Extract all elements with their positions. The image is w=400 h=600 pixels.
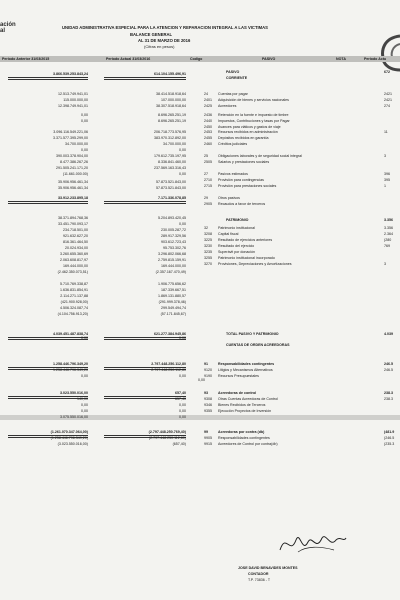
account-label: Recursos recibidos en administración [218,130,278,134]
account-label: Adquisición de bienes y servicios nacionales [218,98,289,102]
account-label: CORRIENTE [226,76,248,80]
prev-period-value: 3.260.655.360,69 [60,252,88,256]
account-label: Pasivos estimados [218,172,248,176]
current-period-value: 2.797.448.250.112,80 [151,368,186,372]
account-label: Provisión para prestaciones sociales [218,184,277,188]
current-period-value-right: (280 [384,238,392,242]
signer-license: T.P. 73836 - T [248,578,271,582]
signer-role: CONTADOR [248,572,269,576]
current-period-value: 57.873.521.843,00 [156,186,186,190]
current-period-value: 57.873.521.843,00 [156,180,186,184]
current-period-value: 107.000.000,00 [161,98,186,102]
current-period-value: 34.700.000,00 [163,142,186,146]
account-label: Acreedoras por contra (db) [218,430,265,434]
current-period-value: 7.171.336.078,85 [158,196,186,200]
current-period-value-right: 3 [384,154,386,158]
prev-period-value: (11.661.000.00) [62,172,88,176]
current-period-value: 3.296.802.066,68 [158,252,186,256]
account-label: Provisión para contingencias [218,178,264,182]
current-period-value: 621.277.384.945,86 [154,332,186,336]
account-label: PASIVO [226,70,240,74]
current-period-value: 179.612.735.197,95 [154,154,186,158]
current-period-value: (2.357.167.470,49) [155,270,186,274]
current-period-value-right: 672 [384,70,390,74]
account-code: 9905 [204,436,212,440]
current-period-value: 95.753.302,76 [163,246,186,250]
account-code: 32 [204,226,208,230]
prev-period-value: 8.477.386.267,26 [60,160,88,164]
current-period-value-right: 396 [384,172,390,176]
mid-zero-value: 0,00 [198,378,205,382]
current-period-value-right: 2421 [384,92,392,96]
current-period-value-right: 4.039 [384,332,393,336]
current-period-value: 230.005.287,72 [161,228,186,232]
account-label: Salarios y prestaciones sociales [218,160,270,164]
current-period-value-right: 3.356 [384,226,393,230]
account-label: Avances para viáticos y gastos de viaje [218,125,281,129]
current-period-value-right: 395 [384,178,390,182]
account-code: 2460 [204,142,212,146]
account-label: Patrimonio institucional [218,226,255,230]
current-period-value-right: 3.356 [384,218,393,222]
account-label: Patrimonio institucional incorporado [218,256,275,260]
prev-period-value: 35.906.956.461,34 [58,186,88,190]
prev-period-value: (4.104.756.913,20) [57,312,88,316]
current-period-value: 0,00 [179,415,186,419]
prev-period-value: 0,00 [81,374,88,378]
current-period-value: 237.569.163.316,43 [154,166,186,170]
account-code: 3235 [204,250,212,254]
prev-period-value: 0,00 [81,119,88,123]
current-period-value-right: 246.5 [384,362,393,366]
current-period-value: 38.307.518.918,64 [156,104,186,108]
account-code: 24 [204,92,208,96]
current-period-value-right: (481.9 [384,430,395,434]
entity-logo [0,22,22,34]
current-period-value: 383.970.312.892,00 [154,136,186,140]
account-code: 2715 [204,184,212,188]
account-code: 2905 [204,202,212,206]
current-period-value-right: 11 [384,130,388,134]
prev-period-value: 33.912.233.895,18 [58,196,88,200]
prev-period-value: 3.371.577.395.299,00 [53,136,88,140]
account-label: Acreedores [218,104,237,108]
current-period-value-right: 769 [384,244,390,248]
current-period-value: 38.414.518.918,64 [156,92,186,96]
account-label: Litigios y Mecanismos Alternativos [218,368,273,372]
current-period-value: 8.336.841.460,00 [158,160,186,164]
account-code: 3230 [204,244,212,248]
prev-period-value: 0,00 [81,409,88,413]
account-label: Impuestos, Contribuciones y tasas por Pagar [218,119,290,123]
current-period-value: 5.204.893.420,45 [158,216,186,220]
prev-period-value: 0,00 [81,336,88,340]
prev-period-value: 1.258.446.796.349,20 [53,362,88,366]
current-period-value: 2.797.448.250.112,80 [151,362,186,366]
current-period-value: (57.171.845,67) [160,312,186,316]
current-period-value-right: 1 [384,184,386,188]
current-period-value: 657,40 [175,397,186,401]
account-label: Obligaciones laborales y de seguridad social integral [218,154,302,158]
account-label: PATRIMONIO [226,218,249,222]
total-underline [8,77,88,81]
account-code: 2425 [204,104,212,108]
account-label: Recursos Presupuestales [218,374,259,378]
current-period-value: 1.906.775.656,62 [158,282,186,286]
prev-period-value: 3.096.116.549.221,06 [53,130,88,134]
current-period-value: 169.444.000,00 [161,264,186,268]
account-label: Acreedores de Control por contra(db) [218,442,278,446]
current-period-value-right: (235.3 [384,442,395,446]
prev-period-value: 34.700.000,00 [65,142,88,146]
current-period-value: (2.797.448.250.112,80) [148,436,186,440]
current-period-value: 0,00 [179,336,186,340]
col-left-prev: Periodo Anterior 31/03/2015 [2,57,50,61]
prev-period-value: 140,00 [77,397,88,401]
account-code: 2440 [204,119,212,123]
prev-period-value: 0,00 [81,113,88,117]
account-code: 9346 [204,403,212,407]
prev-period-value: 3.866.539.253.843,24 [53,72,88,76]
account-code: 2450 [204,125,212,129]
entity-name: UNIDAD ADMINISTRATIVA ESPECIAL PARA LA ATENCION Y REPARACION INTEGRAL A LAS VICTIMAS [62,25,268,30]
total-underline [104,77,186,81]
prev-period-value: (2.462.350.073,51) [57,270,88,274]
account-label: Créditos judiciales [218,142,248,146]
account-label: Responsabilidades contingentes [218,362,275,366]
account-label: Resultado del ejercicio [218,244,255,248]
prev-period-value: 234.718.501,00 [63,228,88,232]
account-label: Resultado de ejercicios anteriores [218,238,273,242]
prev-period-value: 0,00 [81,148,88,152]
prev-period-value: 35.906.956.461,34 [58,180,88,184]
prev-period-value: 816.361.464,50 [63,240,88,244]
current-period-value: 657,40 [175,391,186,395]
prev-period-value: 4.506.324.087,74 [60,306,88,310]
account-label: Retención en la fuente e impuesto de timbre [218,113,289,117]
col-codigo: Codigo [190,57,203,61]
col-right-cur: Periodo Actu [364,57,387,61]
account-code: 2436 [204,113,212,117]
current-period-value-right: 246.5 [384,368,393,372]
account-code: 9355 [204,409,212,413]
prev-period-value: 3.023.550.016,00 [60,391,88,395]
prev-period-value: 1.636.831.854,91 [60,288,88,292]
account-label: Ejecución Proyectos de Inversión [218,409,272,413]
current-period-value: 0,00 [179,403,186,407]
prev-period-value: 1.258.446.796.349,20 [53,368,88,372]
current-period-value: 8.696.265.251,19 [158,119,186,123]
current-period-value: 614.104.155.496,91 [154,72,186,76]
account-code: 3255 [204,256,212,260]
current-period-value: 2.759.815.159,91 [158,258,186,262]
account-label: Depósitos recibidos en garantía [218,136,269,140]
account-code: 3208 [204,232,212,236]
account-label: Provisiones, Depreciaciones y Amortizaciones [218,262,292,266]
current-period-value: (657,40) [172,442,186,446]
account-label: Otras Cuentas Acreedoras de Control [218,397,278,401]
account-code: 2455 [204,136,212,140]
account-code: 2453 [204,130,212,134]
prev-period-value: 12.513.749.941,01 [58,92,88,96]
account-code: 3270 [204,262,212,266]
prev-period-value: (421.900.928,00) [60,300,88,304]
current-period-value: 0,00 [179,409,186,413]
col-pasivo: PASIVO [262,57,276,61]
prev-period-value: 921.632.627,20 [63,234,88,238]
current-period-value: (291.999.378,46) [158,300,186,304]
current-period-value: 206.718.773.576,95 [154,130,186,134]
seal-icon [378,32,400,72]
current-period-value: 8.696.265.251,19 [158,113,186,117]
account-code: 2401 [204,98,212,102]
col-nota: NOTA [336,57,346,61]
account-code: 25 [204,154,208,158]
report-units: (Cifras en pesos) [144,44,175,49]
account-code: 2710 [204,178,212,182]
account-label: Responsabilidades contingentes [218,436,270,440]
account-code: 3225 [204,238,212,242]
prev-period-value: 2.114.271.137,88 [60,294,88,298]
report-date: AL 31 DE MARZO DE 2016 [138,38,191,43]
current-period-value: 299.549.494,74 [161,306,186,310]
account-code: 27 [204,172,208,176]
prev-period-value: (3.023.550.016,00) [57,442,88,446]
prev-period-value: 115.000.000,00 [63,98,88,102]
account-label: Acreedoras de control [218,391,257,395]
prev-period-value: 4.039.451.487.838,74 [53,332,88,336]
account-label: Bienes Recibidos de Terceros [218,403,266,407]
account-label: TOTAL PASIVO Y PATRIMONIO [226,332,279,336]
current-period-value-right: 3 [384,262,386,266]
account-code: 29 [204,196,208,200]
account-code: 9915 [204,442,212,446]
account-code: 99 [204,430,208,434]
current-period-value-right: 2.364 [384,232,393,236]
prev-period-value: 169.444.000,00 [63,264,88,268]
current-period-value-right: 238.3 [384,391,393,395]
account-code: 9120 [204,368,212,372]
current-period-value: (2.797.448.250.769,40) [148,430,186,434]
current-period-value-right: 238.3 [384,397,393,401]
entity-fragment-line: ación [0,22,16,28]
account-label: Superávit por donación [218,250,255,254]
account-label: Otros pasivos [218,196,240,200]
account-label: Capital fiscal [218,232,239,236]
account-code: 9190 [204,374,212,378]
prev-period-value: 20.024.934,00 [65,246,88,250]
current-period-value: 0,00 [179,374,186,378]
col-left-cur: Periodo Actual 31/03/2016 [106,57,151,61]
signer-name: JOSE DAVID BENAVIDES MONTES [238,566,298,570]
current-period-value: 1.869.131.880,57 [158,294,186,298]
current-period-value-right: 274 [384,104,390,108]
prev-period-value: 3.075.550.016,00 [60,415,88,419]
account-code: 91 [204,362,208,366]
signature-image [276,528,348,560]
current-period-value: 289.917.329,56 [161,234,186,238]
prev-period-value: 291.505.241.171,20 [56,166,88,170]
account-code: 9308 [204,397,212,401]
current-period-value: 0,00 [179,172,186,176]
prev-period-value: 0,00 [81,403,88,407]
account-code: 93 [204,391,208,395]
prev-period-value: 390.003.378.904,00 [56,154,88,158]
current-period-value: 903.612.723,43 [161,240,186,244]
prev-period-value: (1.258.446.796.349,20) [50,436,88,440]
prev-period-value: 38.371.894.768,36 [58,216,88,220]
prev-period-value: (1.261.070.347.064,00) [50,430,88,434]
total-underline [8,201,88,205]
current-period-value-right: 2421 [384,98,392,102]
report-title: BALANCE GENERAL [130,32,173,37]
current-period-value: 0,00 [179,148,186,152]
prev-period-value: 12.398.749.941,01 [58,104,88,108]
total-underline [104,201,186,205]
account-label: Recaudos a favor de terceros [218,202,266,206]
account-label: CUENTAS DE ORDEN ACREEDORAS [226,343,290,347]
entity-fragment-line: al [0,28,6,34]
current-period-value: 0,00 [179,222,186,226]
prev-period-value: 5.710.769.338,87 [60,282,88,286]
account-code: 2505 [204,160,212,164]
prev-period-value: 33.451.790.093,17 [58,222,88,226]
current-period-value: 187.339.667,51 [161,288,186,292]
prev-period-value: 2.063.608.817,97 [60,258,88,262]
account-label: Cuentas por pagar [218,92,248,96]
current-period-value-right: (246.5 [384,436,395,440]
